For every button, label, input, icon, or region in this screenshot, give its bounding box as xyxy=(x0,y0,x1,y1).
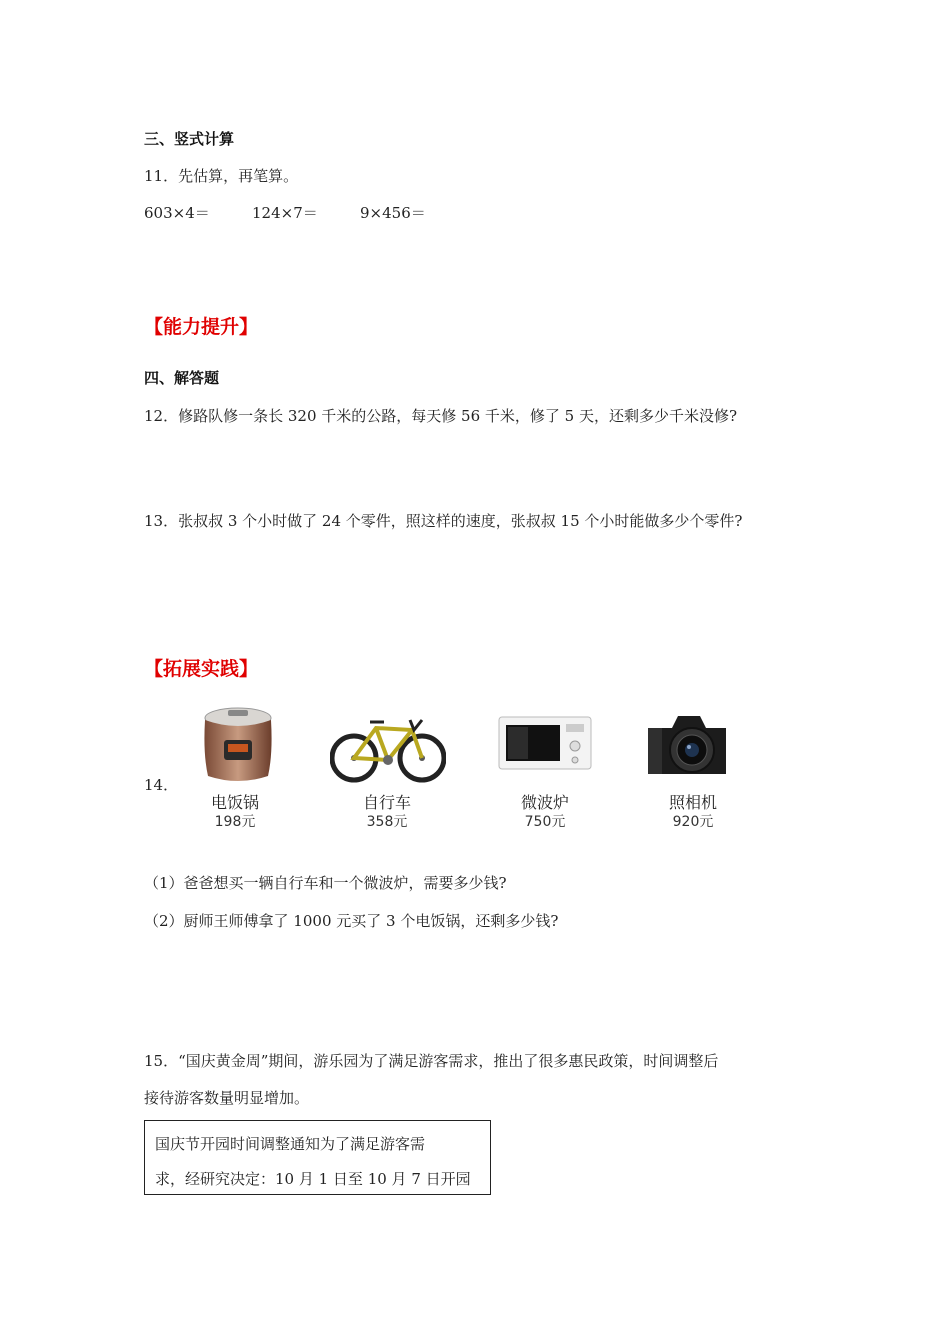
question-11: 11．先估算，再笔算。 xyxy=(144,167,299,185)
rice-cooker-icon xyxy=(198,704,278,786)
practice-heading: 【拓展实践】 xyxy=(144,658,259,680)
question-14-number: 14． xyxy=(144,776,179,794)
product-name-camera: 照相机 xyxy=(668,793,717,812)
expression-3: 9×456＝ xyxy=(360,204,426,222)
product-price-camera: 920元 xyxy=(672,814,714,830)
expression-1: 603×4＝ xyxy=(144,204,210,222)
question-15-line-2: 接待游客数量明显增加。 xyxy=(144,1089,310,1107)
camera-icon xyxy=(646,710,728,778)
section-heading-word-problems: 四、解答题 xyxy=(144,369,220,387)
bicycle-icon xyxy=(330,706,446,786)
notice-line-2: 求，经研究决定：10 月 1 日至 10 月 7 日开园 xyxy=(155,1170,471,1188)
opening-notice-box xyxy=(144,1120,491,1195)
product-name-bicycle: 自行车 xyxy=(362,793,411,812)
ability-heading: 【能力提升】 xyxy=(144,316,259,338)
product-price-microwave: 750元 xyxy=(524,814,566,830)
question-15-line-1: 15．“国庆黄金周”期间，游乐园为了满足游客需求，推出了很多惠民政策，时间调整后 xyxy=(144,1052,719,1070)
product-price-bicycle: 358元 xyxy=(366,814,408,830)
question-14-part-1: （1）爸爸想买一辆自行车和一个微波炉，需要多少钱? xyxy=(144,874,507,892)
question-13: 13．张叔叔 3 个小时做了 24 个零件，照这样的速度，张叔叔 15 个小时能做多少个零件? xyxy=(144,512,743,530)
question-12: 12．修路队修一条长 320 千米的公路，每天修 56 千米，修了 5 天，还剩多少千米没修? xyxy=(144,407,738,425)
notice-line-1: 国庆节开园时间调整通知为了满足游客需 xyxy=(155,1135,426,1153)
product-name-microwave: 微波炉 xyxy=(520,793,569,812)
section-heading-vertical-calc: 三、竖式计算 xyxy=(144,130,235,148)
microwave-icon xyxy=(498,716,592,772)
expression-2: 124×7＝ xyxy=(252,204,318,222)
product-price-rice-cooker: 198元 xyxy=(214,814,256,830)
question-14-part-2: （2）厨师王师傅拿了 1000 元买了 3 个电饭锅，还剩多少钱? xyxy=(144,912,559,930)
product-name-rice-cooker: 电饭锅 xyxy=(210,793,259,812)
